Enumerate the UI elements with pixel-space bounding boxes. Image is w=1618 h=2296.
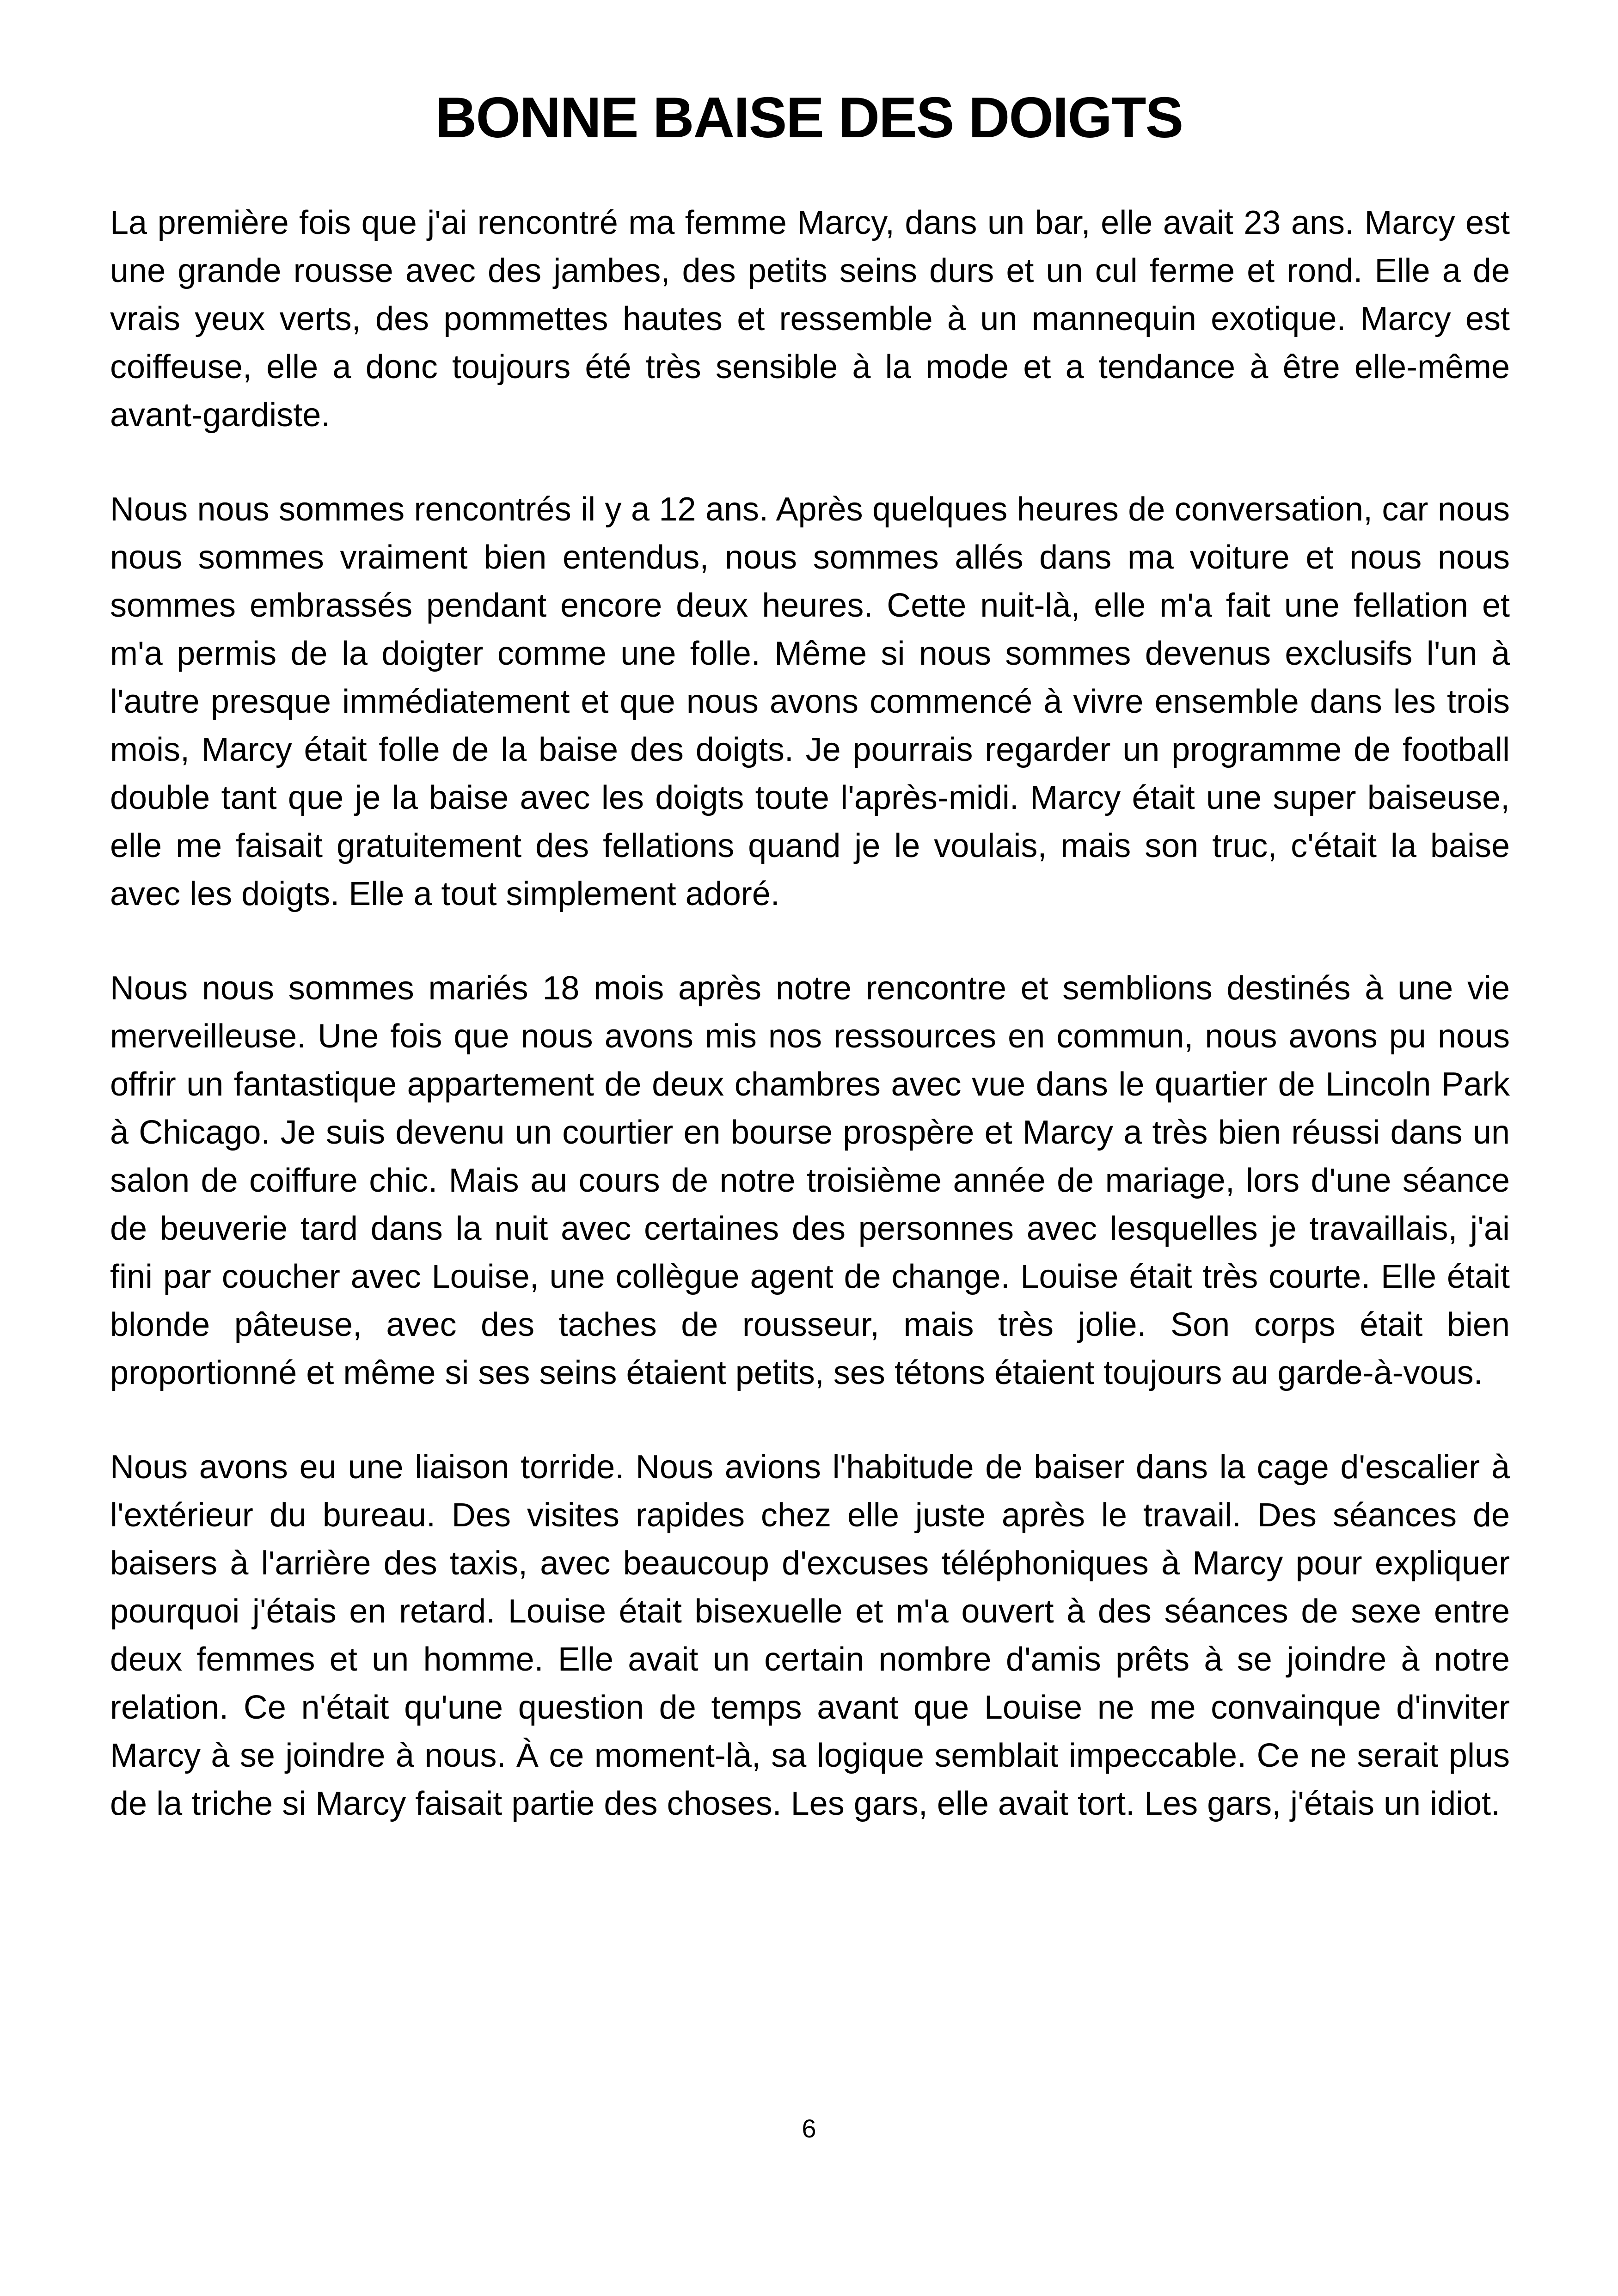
paragraph-2: Nous nous sommes rencontrés il y a 12 ans. Après quelques heures de conversation, car nous nous sommes vraiment bien entendus, nous sommes allés dans ma voiture et nous nous sommes embrassés pendant encore deux heures. Cette nuit-là, elle m'a fait une fellation et m'a permis de la doigter comme une folle. Même si nous sommes devenus exclusifs l'un à l'autre presque immédiatement et que nous avons commencé à vivre ensemble dans les trois mois, Marcy était folle de la baise des doigts. Je pourrais regarder un programme de football double tant que je la baise avec les doigts toute l'après-midi. Marcy était une super baiseuse, elle me faisait gratuitement des fellations quand je le voulais, mais son truc, c'était la baise avec les doigts. Elle a tout simplement adoré. xyxy=(110,491,1510,912)
document-title: BONNE BAISE DES DOIGTS xyxy=(435,86,1183,150)
document-body xyxy=(110,199,1510,1874)
paragraph-1: La première fois que j'ai rencontré ma femme Marcy, dans un bar, elle avait 23 ans. Marcy est une grande rousse avec des jambes, des petits seins durs et un cul ferme et rond. Elle a de vrais yeux verts, des pommettes hautes et ressemble à un mannequin exotique. Marcy est coiffeuse, elle a donc toujours été très sensible à la mode et a tendance à être elle-même avant-gardiste. xyxy=(110,204,1510,434)
page-number: 6 xyxy=(802,2114,816,2143)
paragraph-4: Nous avons eu une liaison torride. Nous avions l'habitude de baiser dans la cage d'escalier à l'extérieur du bureau. Des visites rapides chez elle juste après le travail. Des séances de baisers à l'arrière des taxis, avec beaucoup d'excuses téléphoniques à Marcy pour expliquer pourquoi j'étais en retard. Louise était bisexuelle et m'a ouvert à des séances de sexe entre deux femmes et un homme. Elle avait un certain nombre d'amis prêts à se joindre à notre relation. Ce n'était qu'une question de temps avant que Louise ne me convainque d'inviter Marcy à se joindre à nous. À ce moment-là, sa logique semblait impeccable. Ce ne serait plus de la triche si Marcy faisait partie des choses. Les gars, elle avait tort. Les gars, j'étais un idiot. xyxy=(110,1449,1510,1822)
paragraph-3: Nous nous sommes mariés 18 mois après notre rencontre et semblions destinés à une vie merveilleuse. Une fois que nous avons mis nos ressources en commun, nous avons pu nous offrir un fantastique appartement de deux chambres avec vue dans le quartier de Lincoln Park à Chicago. Je suis devenu un courtier en bourse prospère et Marcy a très bien réussi dans un salon de coiffure chic. Mais au cours de notre troisième année de mariage, lors d'une séance de beuverie tard dans la nuit avec certaines des personnes avec lesquelles je travaillais, j'ai fini par coucher avec Louise, une collègue agent de change. Louise était très courte. Elle était blonde pâteuse, avec des taches de rousseur, mais très jolie. Son corps était bien proportionné et même si ses seins étaient petits, ses tétons étaient toujours au garde-à-vous. xyxy=(110,970,1510,1391)
